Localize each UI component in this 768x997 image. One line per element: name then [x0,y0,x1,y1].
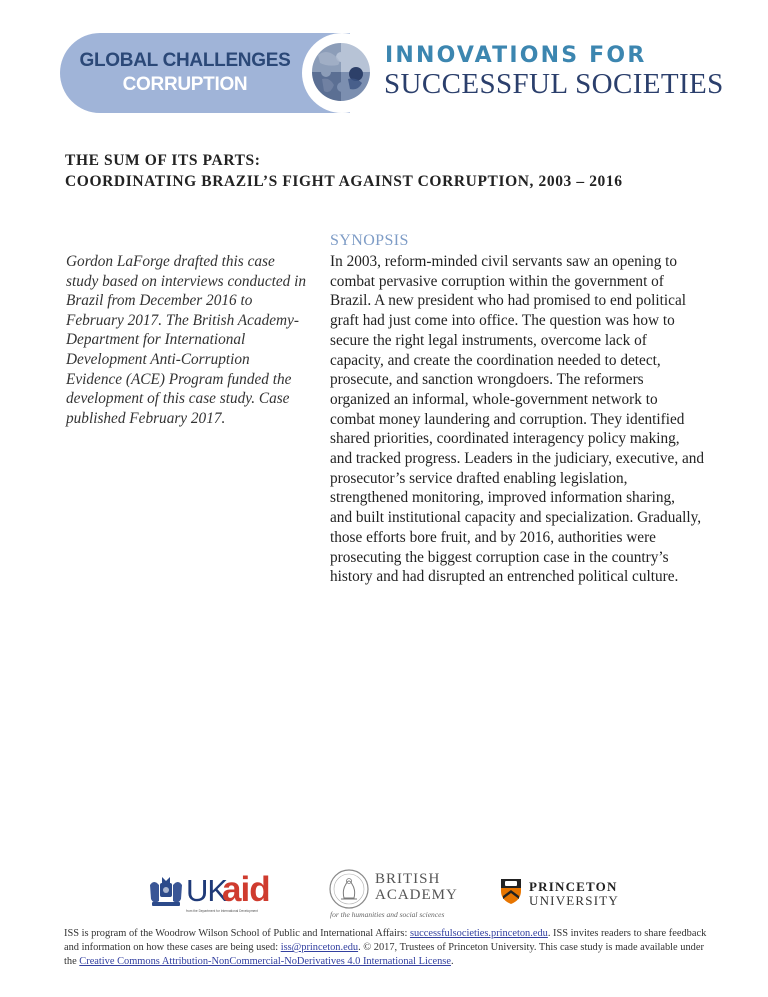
synopsis-heading: SYNOPSIS [330,232,409,249]
author-note-line: development of this case study. Case [66,390,290,408]
banner-subtitle: CORRUPTION [122,74,248,95]
author-note [66,252,311,428]
princeton-line2: UNIVERSITY [529,893,619,908]
license-link[interactable]: Creative Commons Attribution-NonCommercial-NoDerivatives 4.0 International License [79,956,451,968]
author-note-line: Evidence (ACE) Program funded the [66,370,292,388]
princeton-logo [500,878,630,918]
synopsis-line: strengthened monitoring, improved information sharing, [330,489,675,507]
banner-title: GLOBAL CHALLENGES [79,50,291,71]
synopsis-line: In 2003, reform-minded civil servants saw an opening to [330,253,678,270]
british-academy-line2: ACADEMY [375,887,458,903]
british-academy-line1: BRITISH [375,871,441,887]
ukaid-tagline: from the Department for International Development [186,909,258,913]
puzzle-globe-icon [312,43,370,101]
ukaid-uk-text: UK [186,873,228,908]
author-note-line: February 2017. The British Academy- [66,311,299,329]
british-academy-tagline: for the humanities and social sciences [330,910,445,919]
ukaid-aid-text: aid [222,870,270,909]
author-note-line: study based on interviews conducted in [66,272,307,290]
synopsis-line: Brazil. A new president who had promised to end political [330,292,687,310]
synopsis-line: those efforts bore fruit, and by 2016, authorities were [330,528,656,546]
royal-crest-icon [148,875,184,909]
synopsis-line: combat pervasive corruption within the government of [330,272,664,290]
synopsis-line: and built institutional capacity and specialization. Gradually, [330,509,702,527]
author-note-line: Department for International [66,331,246,349]
synopsis-line: organized an informal, whole-government network to [330,390,658,408]
author-note-line: published February 2017. [66,409,226,427]
synopsis-line: combat money laundering and corruption. They identified [330,410,685,428]
footer-text: . © 2017, Trustees of Princeton University. This case study is made available under the [64,942,704,968]
program-name-line2: SUCCESSFUL SOCIETIES [384,68,724,100]
synopsis-line: prosecuting the biggest corruption case in the country’s [330,548,669,566]
synopsis-line: graft had just come into office. The question was how to [330,312,675,330]
footer-text: . [450,956,454,968]
author-note-line: Brazil from December 2016 to [66,292,253,310]
synopsis-line: prosecute, and sanction wrongdoers. The reformers [330,371,644,389]
princeton-shield-icon [500,878,522,905]
author-note-line: Development Anti-Corruption [66,350,250,368]
title-line-2: COORDINATING BRAZIL’S FIGHT AGAINST CORRUPTION, 2003 – 2016 [65,173,623,190]
academy-seal-icon [328,868,370,910]
ukaid-logo [148,870,270,915]
iss-email-link[interactable]: iss@princeton.edu [280,942,359,954]
title-line-1: THE SUM OF ITS PARTS: [65,152,261,169]
iss-website-link[interactable]: successfulsocieties.princeton.edu [409,928,548,939]
synopsis-line: history and had disrupted an entrenched political culture. [330,568,679,586]
author-note-line: Gordon LaForge drafted this case [66,253,275,270]
synopsis-line: secure the right legal instruments, overcome lack of [330,331,647,349]
british-academy-logo [328,868,458,923]
synopsis-line: capacity, and create the coordination needed to detect, [330,351,661,369]
synopsis-body [330,252,710,587]
synopsis-line: shared priorities, coordinated interagency policy making, [330,430,680,448]
footer-notice [64,927,714,970]
program-name-line1: INNOVATIONS FOR [385,43,647,68]
footer-text: . ISS invites readers to share feedback and information on how these cases are being used: [64,928,707,954]
princeton-line1: PRINCETON [529,879,618,894]
footer-text: ISS is program of the Woodrow Wilson School of Public and International Affairs: [64,928,410,939]
document-title [65,150,623,192]
synopsis-line: prosecutor’s service drafted enabling legislation, [330,469,628,487]
synopsis-line: and tracked progress. Leaders in the judiciary, executive, and [330,450,705,468]
